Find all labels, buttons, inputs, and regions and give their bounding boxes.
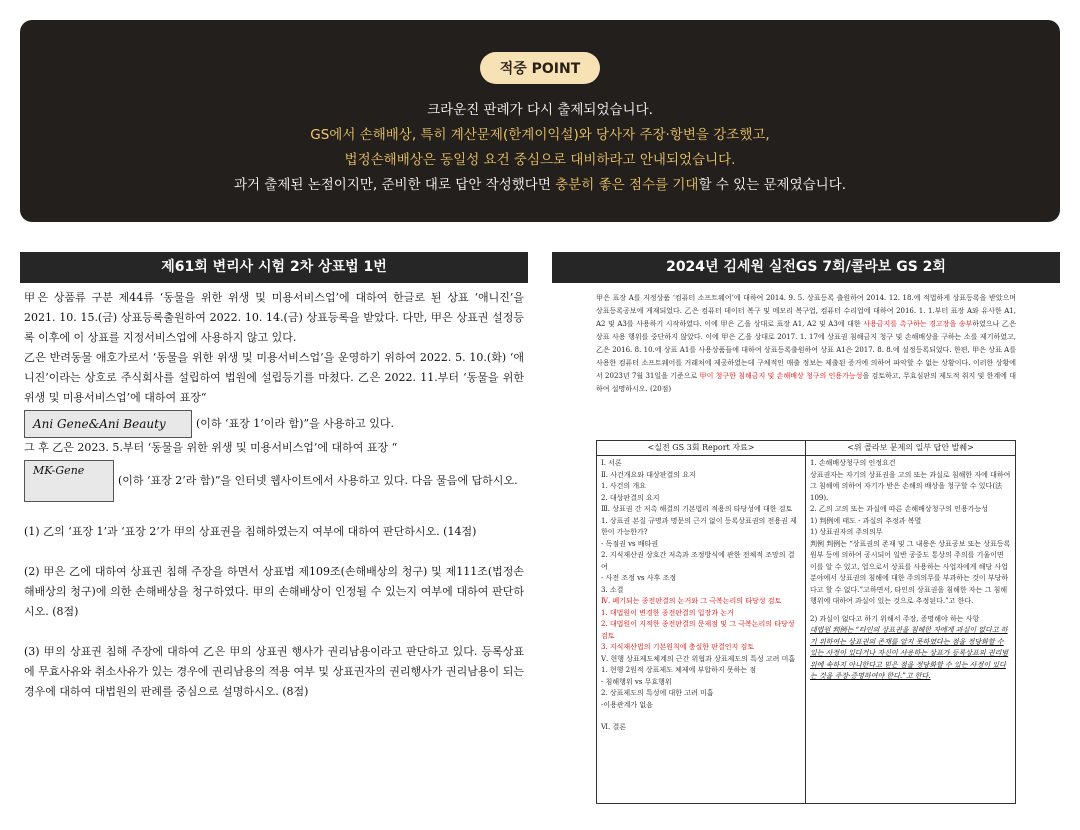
list-item: Ⅰ. 서론 [601, 459, 622, 467]
exam-paragraph-1: 甲은 상품류 구분 제44류 ‘동물을 위한 위생 및 미용서비스업’에 대하여 한글로 된 상표 ‘애니진’을 2021. 10. 15.(금) 상표등록출원하여 2022. 10. 14.(금) 상표등록을 받았다. 다만, 甲은 상표권 설정등록 이후에 이 상표를 지정서비스업에 사용하지 않고 있다. [24, 291, 524, 344]
gs-question-highlight-2: 甲이 청구한 침해금지 및 손해배상 청구의 인용가능성 [699, 372, 863, 380]
gs-question-a: 甲은 표장 A를 지정상품 ‘컴퓨터 소프트웨어’에 대하여 2014. 9. 5. 상표등록 출원하여 2014. 12. 18.에 적법하게 상표등록을 받았으며 상표등록공보에 게재되었다. 乙은 컴퓨터 데이터 복구 및 메모리 복구업, 컴퓨터 수리업에 대하여 2016. 1. 1.부터 표장 A와 유사한 A1, A2 및 A3를 사용하기 시작하였다. 이에 甲은 乙을 상대로 표장 A1, A2 및 A3에 대한 [596, 294, 1016, 328]
list-item-highlight: 2. 대법원이 지적한 종전판결의 문제점 및 그 극복논리의 타당성 검토 [601, 620, 795, 640]
gs-comparison-table [596, 440, 1016, 804]
list-item: 2. 대상판결의 요지 [601, 493, 660, 502]
list-item: 2. 상표제도의 특성에 대한 고려 미흡 [601, 689, 714, 697]
exam-paragraph-2: 乙은 반려동물 애호가로서 ‘동물을 위한 위생 및 미용서비스업’을 운영하기 위하여 2022. 5. 10.(화) ‘애니진’이라는 상호로 주식회사를 설립하여 법원에 설립등기를 마쳤다. 乙은 2022. 11.부터 ‘동물을 위한 위생 및 미용서비스업’에 대하여 표장“ [24, 351, 524, 404]
exam-mark-1-line [24, 410, 524, 438]
list-item: 3. 소결 [601, 585, 624, 594]
table-left-column [597, 441, 806, 803]
banner-line-4-c: 할 수 있는 문제였습니다. [698, 177, 847, 193]
list-item-highlight: Ⅳ. 폐기되는 종전판결의 논거와 그 극복논리의 타당성 검토 [601, 597, 782, 605]
list-item-highlight: 1. 대법원이 변경한 종전판결의 입장과 논거 [601, 608, 734, 617]
banner-line-4-a: 과거 출제된 논점이지만, 준비한 대로 답안 작성했다면 [233, 177, 556, 193]
table-right-title: <위 콜라보 문제의 일부 답안 발췌> [806, 441, 1015, 456]
list-item: 2. 乙의 고의 또는 과실에 따른 손해배상청구의 인용가능성 [810, 505, 989, 513]
banner-line-3: 법정손해배상은 동일성 요건 중심으로 대비하라고 안내되었습니다. [344, 152, 736, 168]
list-item [601, 711, 801, 722]
list-item: 1. 손해배상청구의 인정요건 [810, 459, 896, 467]
table-right-content [806, 456, 1015, 685]
list-item: Ⅵ. 결론 [601, 723, 627, 731]
list-item: Ⅴ. 현행 상표제도체계의 근간 위협과 상표제도의 특성 고려 미흡 [601, 654, 796, 663]
list-item: 判例 判例는 “상표권의 존재 및 그 내용은 상표공보 또는 상표등록원부 등에 의하여 공시되어 일반 공중도 통상의 주의를 기울이면 이를 알 수 있고, 업으로서 상표를 사용하는 사업자에게 해당 사업 분야에서 상표권의 침해에 대한 주의의무를 부과하는 것이 부당하다고 할 수 없다.”고하면서, 타인의 상표권을 침해한 자는 그 침해행위에 대하여 과실이 있는 것으로 추정된다.”고 한다. [810, 539, 1011, 605]
right-panel-header: 2024년 김세원 실전GS 7회/콜라보 GS 2회 [552, 252, 1060, 283]
point-banner [20, 20, 1060, 222]
list-item-highlight: 3. 지식재산법의 기본원칙에 충실한 판결인지 검토 [601, 643, 755, 651]
exam-question-3: (3) 甲의 상표권 침해 주장에 대하여 乙은 甲의 상표권 행사가 권리남용이라고 판단하고 있다. 등록상표에 무효사유와 취소사유가 있는 경우에 권리남용의 적용 여부 및 상표권자의 권리행사가 권리남용이 되는 경우에 대하여 대법원의 판례를 중심으로 설명하시오. (8점) [24, 645, 524, 698]
list-item: - 사전 조정 vs 사후 조정 [601, 574, 677, 582]
exam-paragraph-3-tail: (이하 ‘표장 2’라 함)”을 인터넷 웹사이트에서 사용하고 있다. 다음 물음에 답하시오. [118, 474, 518, 487]
table-left-content [597, 456, 805, 736]
gs-question-paragraph [596, 292, 1016, 396]
gs-question-b: 하였으나 乙은 상표 사용 행위를 중단하지 않았다. 이에 甲은 乙을 상대로 2017. 1. 17에 상표권 침해금지 청구 및 손해배상을 구하는 소를 제기하였고, 乙은 2016. 8. 10.에 상표 A1를 사용상품들에 대하여 상표등록출원하여 상표 A1은 2017. 8. 8.에 설정등록되었다. 한편, 甲은 상표 A를 사용한 컴퓨터 소프트웨어를 거래처에 제공하였는데 구체적인 매출 정보는 제출된 증거에 의하여 파악할 수 없는 상황이다. 이러한 상황에서 2023년 7월 31일을 기준으로 [596, 320, 1016, 380]
table-right-column [806, 441, 1015, 803]
list-item: Ⅲ. 상표권 간 저촉 해결의 기본법리 적용의 타당성에 대한 검토 [601, 505, 793, 513]
list-item: 1. 현행 2원적 상표제도 체제에 부합하지 못하는 점 [601, 666, 757, 674]
list-item: 2) 과실이 없다고 하기 위해서 주장, 증명해야 하는 사항 [810, 614, 980, 623]
list-item: 2. 지식재산권 상호간 저촉과 조정방식에 관한 전체적 조망의 결여 [601, 551, 795, 571]
underlined-answer-excerpt: 대법원 判例는 “타인의 상표권을 침해한 자에게 과실이 없다고 하기 위하여는 상표권의 존재를 알지 못하였다는 점을 정당화할 수 있는 사정이 있다거나 자신이 사용하는 상표가 등록상표의 권리범위에 속하지 아니한다고 믿은 점을 정당화할 수 있는 사정이 있다는 것을 주장·증명하여야 한다.”고 한다. [810, 626, 1009, 680]
banner-line-1: 크라운진 판례가 다시 출제되었습니다. [427, 102, 653, 118]
left-panel-header: 제61회 변리사 시험 2차 상표법 1번 [20, 252, 528, 283]
gs-question-highlight-1: 사용금지를 촉구하는 경고장을 송부 [863, 320, 973, 328]
gs-question-c: 을 검토하고, 무효심판의 제도적 취지 및 한계에 대하여 설명하시오. (20점) [596, 372, 1017, 393]
banner-line-4 [20, 173, 1060, 198]
exam-paragraph-3: 그 후 乙은 2023. 5.부터 ‘동물을 위한 위생 및 미용서비스업’에 대하여 표장 “ [24, 441, 398, 454]
exam-question-1: (1) 乙의 ‘표장 1’과 ‘표장 2’가 甲의 상표권을 침해하였는지 여부에 대하여 판단하시오. (14점) [24, 525, 477, 538]
list-item: 1) 상표권자의 주의의무 [810, 528, 883, 536]
list-item: 1. 상표권 본질 규명과 명문의 근거 없이 등록상표권의 전용권 제한이 가능한가? [601, 516, 797, 536]
gs-question-text [596, 292, 1016, 396]
banner-line-4-highlight: 충분히 좋은 점수를 기대 [555, 177, 699, 193]
table-left-title: <실전 GS 3회 Report 자료> [597, 441, 805, 456]
mark-1-logo-image: Ani Gene&Ani Beauty [24, 410, 192, 438]
exam-paragraph-2-tail: (이하 ‘표장 1’이라 함)”을 사용하고 있다. [196, 417, 394, 430]
exam-question-text [24, 288, 524, 702]
list-item: - 침해행위 vs 무효행위 [601, 677, 672, 686]
list-item: 1) 判例에 태도 - 과실의 추정과 복멸 [810, 516, 922, 525]
list-item: 1. 사건의 개요 [601, 482, 646, 490]
list-item: 상표권자는 자기의 상표권을 고의 또는 과실로 침해한 자에 대하여 그 침해에 의하여 자기가 받은 손해의 배상을 청구할 수 있다(法109). [810, 470, 1011, 502]
mark-2-logo-image: MK-Gene [24, 460, 114, 502]
list-item: Ⅱ. 사건개요와 대상판결의 요지 [601, 470, 696, 479]
exam-mark-2-line [24, 460, 524, 502]
list-item: -이용관계가 없음 [601, 700, 653, 709]
banner-line-2: GS에서 손해배상, 특히 계산문제(한계이익설)와 당사자 주장·항변을 강조했고, [310, 127, 770, 143]
list-item: - 독점권 vs 배타권 [601, 539, 659, 548]
exam-question-2: (2) 甲은 乙에 대하여 상표권 침해 주장을 하면서 상표법 제109조(손해배상의 청구) 및 제111조(법정손해배상의 청구)에 의한 손해배상을 청구하였다. 甲의 손해배상이 인정될 수 있는지 여부에 대하여 판단하시오. (8점) [24, 565, 524, 618]
point-badge: 적중 POINT [480, 52, 601, 84]
